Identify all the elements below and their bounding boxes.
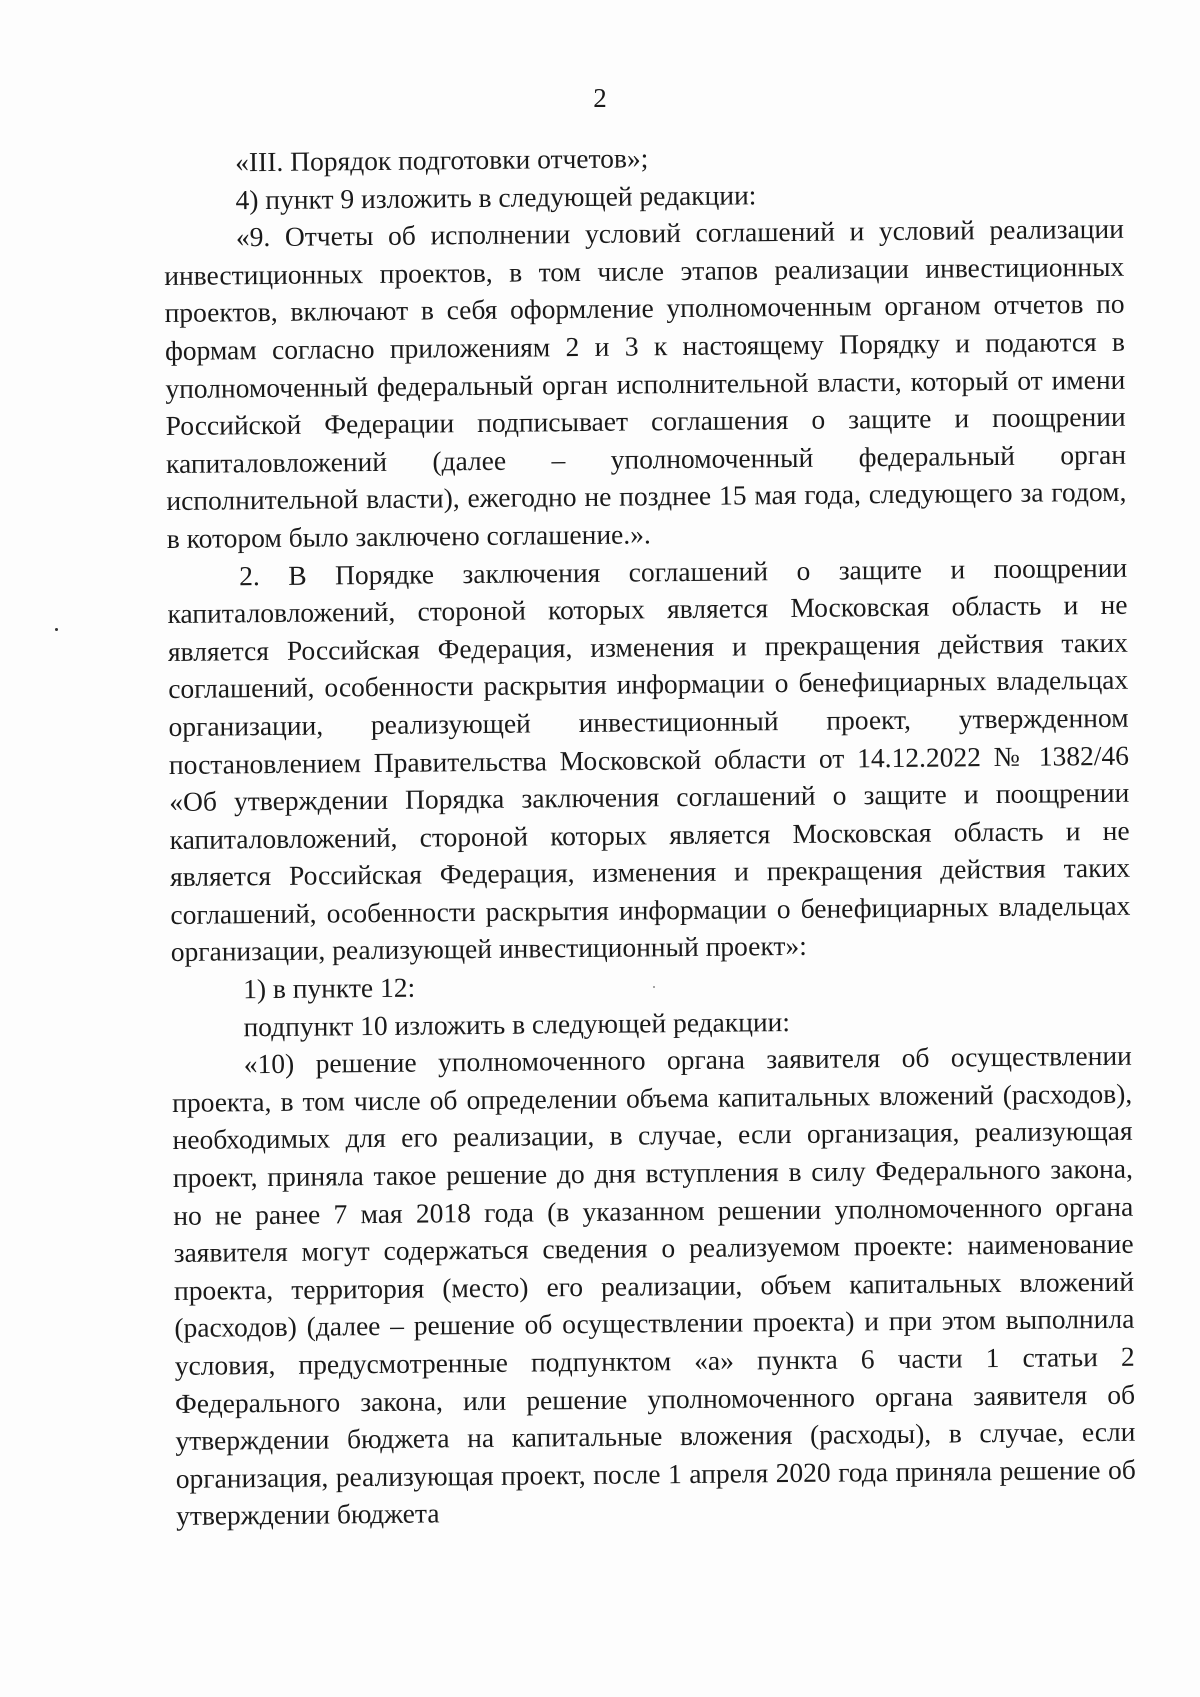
document-body [163, 135, 1136, 1535]
paragraph-section-2: 2. В Порядке заключения соглашений о защите и поощрении капиталовложений, стороной которых является Московская область и не является Российская Федерация, изменения и прекращения действия таких соглашений, особенности раскрытия информации о бенефициарных владельцах организации, реализующей инвестиционный проект, утвержденном постановлением Правительства Московской области от 14.12.2022 № 1382/46 «Об утверждении Порядка заключения соглашений о защите и поощрении капиталовложений, стороной которых является Московская область и не является Российская Федерация, изменения и прекращения действия таких соглашений, особенности раскрытия информации о бенефициарных владельцах организации, реализующей инвестиционный проект»: [167, 551, 1131, 968]
scan-speck [653, 986, 655, 988]
paragraph-item-1: 1) в пункте 12: [242, 971, 416, 1005]
paragraph-subitem-10-intro: подпункт 10 изложить в следующей редакции: [243, 1005, 791, 1042]
paragraph-clause-9: «9. Отчеты об исполнении условий соглашений и условий реализации инвестиционных проектов, в том числе этапов реализации инвестиционных проектов, включают в себя оформление уполномоченным органом отчетов по формам согласно приложениям 2 и 3 к настоящему Порядку и подаются в уполномоченный федеральный орган исполнительной власти, который от имени Российской Федерации подписывает соглашения о защите и поощрении капиталовложений (далее – уполномоченный федеральный орган исполнительной власти), ежегодно не позднее 15 мая года, следующего за годом, в котором было заключено соглашение.». [164, 212, 1127, 554]
paragraph-section-heading: «III. Порядок подготовки отчетов»; [235, 142, 649, 178]
scan-speck [55, 628, 58, 631]
paragraph-subitem-10: «10) решение уполномоченного органа заявителя об осуществлении проекта, в том числе об определении объема капитальных вложений (расходов), необходимых для его реализации, в случае, если организация, реализующая проект, приняла такое решение до дня вступления в силу Федерального закона, но не ранее 7 мая 2018 года (в указанном решении уполномоченного органа заявителя могут содержаться сведения о реализуемом проекте: наименование проекта, территория (место) его реализации, объем капитальных вложений (расходов) (далее – решение об осуществлении проекта) и при этом выполнила условия, предусмотренные подпунктом «а» пункта 6 части 1 статьи 2 Федерального закона, или решение уполномоченного органа заявителя об утверждении бюджета на капитальные вложения (расходы), в случае, если организация, реализующая проект, после 1 апреля 2020 года приняла решение об утверждении бюджета [172, 1039, 1136, 1532]
paragraph-item-4: 4) пункт 9 изложить в следующей редакции: [235, 178, 757, 215]
page-number: 2 [593, 83, 607, 113]
